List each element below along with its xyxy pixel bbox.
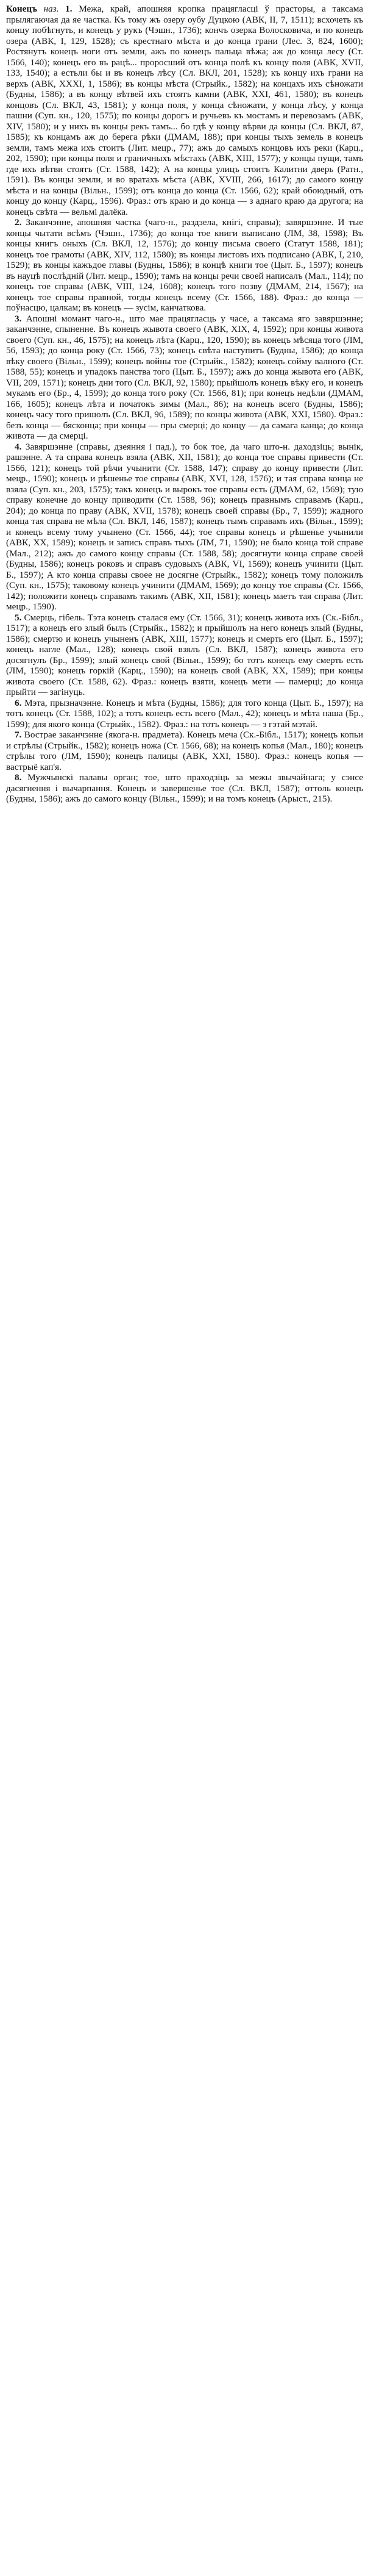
- sense-number: 8.: [15, 772, 22, 783]
- sense-text: Мэта, прызначэнне. Конецъ и мѣта (Будны, 1586); для того конца (Цыт. Б., 1597); на тотъ конецъ (Ст. 1588, 102); а тотъ конецъ есть всего (Мал., 42); конецъ и мѣта наша (Бр., 1599); для якого конца (Стрыйк., 1582). Фраз.: на тотъ конецъ — з гэтай мэтай.: [6, 697, 364, 730]
- sense-number: 2.: [15, 217, 22, 228]
- entry-paragraph-6: [6, 698, 363, 730]
- grammar-label: наз.: [43, 4, 59, 14]
- entry-paragraph-1: [6, 4, 363, 217]
- sense-text: Заканчэнне, апошняя частка (чаго-н., раздзела, кнігі, справы); завяршэнне. И тые концы чытати всѣмъ (Чэшн., 1736); до конца тое книги выписано (ЛМ, 38, 1598); Въ концы книгъ оныхъ (Сл. ВКЛ, 12, 1576); до концу письма своего (Статут 1588, 181); конецъ тое грамоты (АВК, XIV, 112, 1580); въ концы листовъ ихъ подписано (АВК, I, 210, 1529); въ концы кажъдое главы (Будны, 1586); в концѣ книги тое (Цыт. Б., 1597); конецъ въ науцѣ послѣдній (Лит. мецр., 1590); тамъ на концы речи своей написалъ (Мал., 114); по конецъ тое справы (АВК, VIII, 124, 1608); конецъ того позву (ДМАМ, 214, 1567); на конецъ тое справы правной, тогды конецъ всему (Ст. 1566, 188). Фраз.: до конца — поўнасцю, цалкам; въ конецъ — зусім, канчаткова.: [6, 217, 364, 313]
- sense-text: Межа, край, апошняя кропка працягласці ў прасторы, а таксама прылягаючая да яе частка. Къ тому жъ озеру оубу Дуцкою (АВК, II, 7, 1511); всхочеть къ концу побѣгнуть, и конецъ у рукъ (Чэшн., 1736); кончъ озерка Волосковича, и по конецъ озера (АВК, I, 129, 1528); съ крестнаго мѣста и до конца грани (Лес. 3, 824, 1600); Ростянутъ конецъ ноги отъ земли, ажъ по конецъ пальца вѣжа; аж до конца лесу (Ст. 1566, 140); конецъ его въ рацѣ... проросший отъ конца полѣ къ концу поля (АВК, XVII, 133, 1540); а естьли бы и въ конецъ лѣсу (Сл. ВКЛ, 201, 1528); къ концу ихъ грани на верхъ (АВК, ХХХI, 1, 1586); въ концы мѣста (Стрыйк., 1582); на концахъ ихъ сѣножати (Будны, 1586); а въ концу вѣтвей ихъ стоятъ камни (АВК, XXI, 461, 1580); въ конецъ концовъ (Сл. ВКЛ, 43, 1581); у конца поля, у конца сѣножати, у конца лѣсу, у конца пашни (Суп. кн., 120, 1575); по концы дорогъ и ручьевъ къ мостамъ и перевозамъ (АВК, XIV, 1580); и у нихъ въ концы рекъ тамъ... бо гдѣ у концу вѣрви да концы (Сл. ВКЛ, 87, 1585); къ концамъ аж до берега рѣки (ДМАМ, 188); при концы тыхъ земель в конецъ земли, тамъ межа ихъ стоитъ (Лит. мецр., 77); ажъ до самыхъ концовъ ихъ реки (Карц., 202, 1590); при концы поля и граничныхъ мѣстахъ (АВК, XIII, 1577); у концы пущи, тамъ где ихъ вѣтви стоятъ (Ст. 1588, 142); А на концы улицъ стоитъ Калитни дверь (Ратн., 1591). Въ концы земли, и во вратахъ мѣста (АВК, XVIII, 266, 1617); до самого концу мѣста и на концы (Вільн., 1599); отъ конца до конца (Ст. 1566, 62); край обоюдный, отъ концу до концу (Карц., 1596). Фраз.: отъ краю и до конца — з аднаго краю да другога; на конецъ свѣта — вельмі далёка.: [6, 4, 364, 217]
- entry-paragraph-7: [6, 730, 363, 772]
- sense-number: 4.: [15, 441, 22, 452]
- sense-text: Апошні момант чаго-н., што мае працягласць у часе, а таксама яго завяршэнне; заканчэнне, спыненне. Въ конецъ жывота своего (АВК, XIX, 4, 1592); при концы живота своего (Суп. кн., 46, 1575); на конецъ лѣта (Карц., 120, 1590); въ конецъ мѣсяца того (ЛМ, 56, 1593); до конца року (Ст. 1566, 73); конецъ свѣта наступитъ (Будны, 1586); до конца вѣку своего (Вільн., 1599); конецъ войны тое (Стрыйк., 1582); конецъ сойму валного (Ст. 1588, 55); конецъ и упадокъ панства того (Цыт. Б., 1597); ажъ до конца жывота его (АВК, VII, 209, 1571); конецъ дни того (Сл. ВКЛ, 92, 1580); прыйшолъ конецъ вѣку его, и конецъ мукамъ его (Бр., 4, 1599); до конца того року (Ст. 1566, 81); при конецъ недѣли (ДМАМ, 166, 1605); конецъ лѣта и початокъ зимы (Мал., 86); на конецъ всего (Будны, 1586); конецъ часу того пришолъ (Сл. ВКЛ, 96, 1589); по концы живота (АВК, XXI, 1580). Фраз.: безъ конца — бясконца; при концы — пры смерці; до концу — да самага канца; до конца живота — да смерці.: [6, 313, 363, 441]
- sense-number: 7.: [15, 730, 22, 740]
- sense-text: Вострае заканчэнне (якога-н. прадмета). Конецъ меча (Ск.-Бібл., 1517); конецъ копьи и стрѣлы (Стрыйк., 1582); конецъ ножа (Ст. 1566, 68); на конецъ копья (Мал., 180); конецъ стрѣлы того (ЛМ, 1590); конецъ палицы (АВК, XXI, 1580). Фраз.: конецъ копья — вастрыё кап'я.: [6, 730, 363, 772]
- sense-number: 3.: [15, 313, 22, 324]
- sense-text: Мужчынскі палавы орган; тое, што праходзіць за межы звычайнага; у сэнсе дасягнення і вычарпання. Конецъ и завершенье тое (Сл. ВКЛ, 1587); оттоль конецъ (Будны, 1586); ажъ до самого концу (Вільн., 1599); и на томъ конецъ (Арыст., 215).: [6, 772, 363, 804]
- sense-number: 1.: [65, 4, 73, 14]
- entry-paragraph-3: [6, 314, 363, 442]
- sense-text: Завяршэнне (справы, дзеяння і пад.), то бок тое, да чаго што-н. даходзіць; вынік, рашэнне. А та справа конецъ взяла (АВК, XII, 1581); до конца тое справы привести (Ст. 1566, 121); конецъ той рѣчи учынити (Ст. 1588, 147); справу до концу привести (Лит. мецр., 1590); конецъ и рѣшенье тое справы (АВК, XVI, 128, 1576); и тая справа конца не взяла (Суп. кн., 203, 1575); такъ конецъ и вырокъ тое справы есть (ДМАМ, 62, 1569); тую справу конечне до концу приводити (Ст. 1588, 96); конецъ правнымъ справамъ (Карц., 204); до конца по праву (АВК, XVII, 1578); конецъ своей справы (Бр., 7, 1599); жадного конца тая справа не мѣла (Сл. ВКЛ, 146, 1587); конецъ тымъ справамъ ихъ (Вільн., 1599); и конецъ всему тому учынено (Ст. 1566, 44); тое справы конецъ и рѣшенье учынили (АВК, XX, 1589); конецъ и запись справъ тыхъ (ЛМ, 71, 1590); не было конца той справе (Мал., 212); ажъ до самого концу справы (Ст. 1588, 58); досягнути конца справе своей (Будны, 1586); конецъ роковъ и справъ судовыхъ (АВК, VI, 1569); конецъ учинити (Цыт. Б., 1597); А кто конца справы своее не досягне (Стрыйк., 1582); конецъ тому положилъ (Суп. кн., 1575); таковому конецъ учинити (ДМАМ, 1569); до концу тое справы (Ст. 1566, 142); положити конецъ справамъ такимъ (АВК, XII, 1581); конецъ маетъ тая справа (Лит. мецр., 1590).: [6, 441, 363, 612]
- entry-paragraph-4: [6, 442, 363, 612]
- entry-paragraph-5: [6, 612, 363, 698]
- sense-number: 5.: [15, 612, 22, 623]
- entry-paragraph-8: [6, 772, 363, 805]
- headword: Конецъ: [6, 4, 37, 14]
- sense-number: 6.: [15, 697, 22, 708]
- sense-text: Смерць, гібель. Тэта конецъ сталася ему (Ст. 1566, 31); конецъ живота ихъ (Ск.-Бібл., 1517); а конецъ его злый былъ (Стрыйк., 1582); и прыйшолъ на него конецъ злый (Будны, 1586); смертю и конецъ учыненъ (АВК, XIII, 1577); конецъ и смерть его (Цыт. Б., 1597); конецъ нагле (Мал., 128); конецъ свой взялъ (Сл. ВКЛ, 1587); конецъ живота его досягнулъ (Бр., 1599); злый конецъ свой (Вільн., 1599); бо тотъ конецъ ему смерть есть (ЛМ, 1590); конецъ горкій (Карц., 1590); на конецъ свой (АВК, XX, 1589); при концы живота своего (Ст. 1588, 62). Фраз.: конецъ взяти, конецъ мети — памерці; до конца прыйти — загінуць.: [6, 612, 363, 697]
- entry-paragraph-2: [6, 217, 363, 314]
